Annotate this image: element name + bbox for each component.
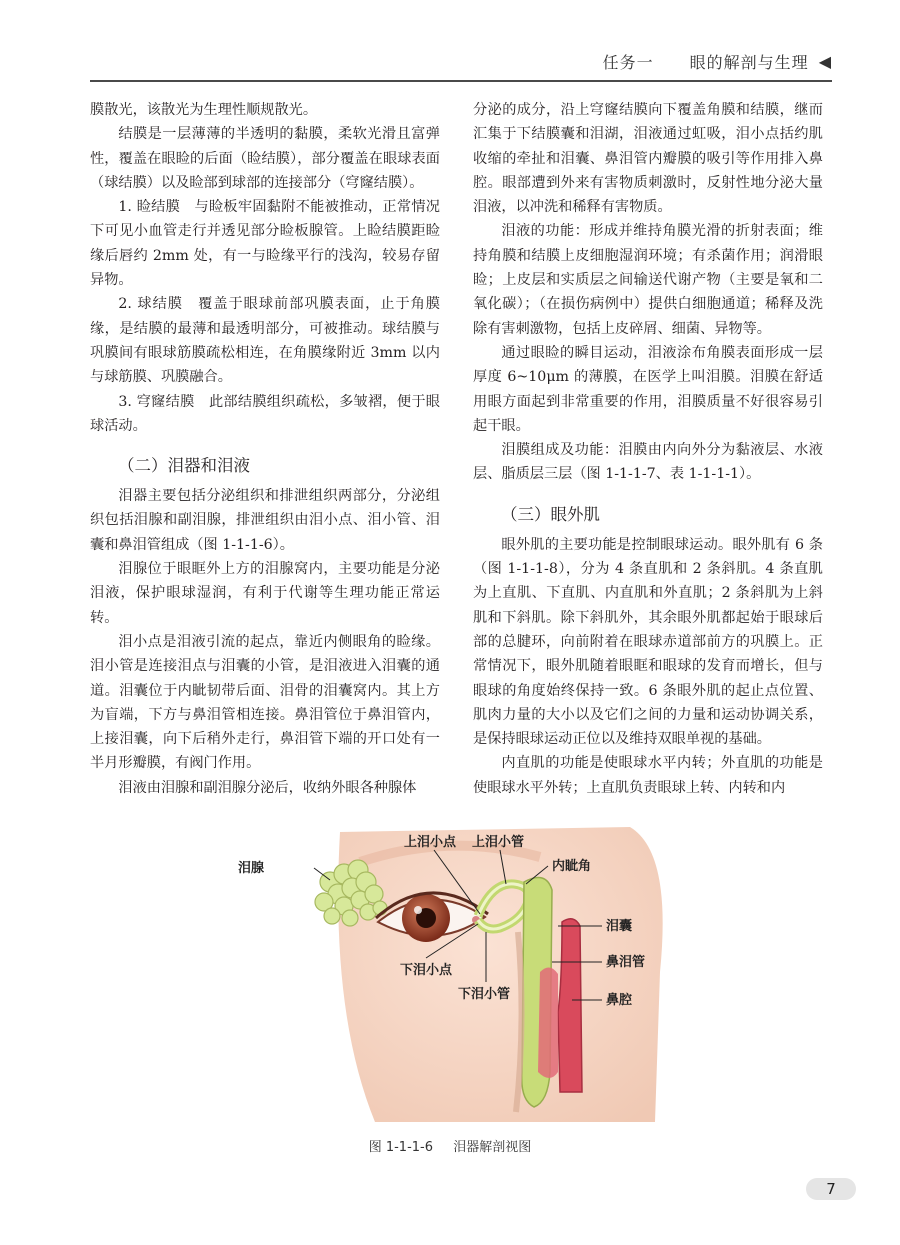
label-upper-punctum: 上泪小点 bbox=[404, 835, 457, 850]
header-marker-icon: ◀ bbox=[818, 52, 832, 71]
paragraph: 1. 睑结膜 与睑板牢固黏附不能被推动，正常情况下可见小血管走行并透见部分睑板腺管。上睑结膜距睑缘后唇约 2mm 处，有一与睑缘平行的浅沟，较易存留异物。 bbox=[90, 199, 440, 289]
label-medial-canthus: 内眦角 bbox=[552, 859, 592, 874]
paragraph: 2. 球结膜 覆盖于眼球前部巩膜表面，止于角膜缘，是结膜的最薄和最透明部分，可被推动。球结膜与巩膜间有眼球筋膜疏松相连，在角膜缘附近 3mm 以内与球筋膜、巩膜融合。 bbox=[90, 296, 440, 386]
header-title: 眼的解剖与生理 bbox=[689, 53, 809, 72]
page-number: 7 bbox=[806, 1178, 856, 1200]
figure-number: 图 1-1-1-6 bbox=[368, 1140, 433, 1155]
paragraph: 分泌的成分，沿上穹窿结膜向下覆盖角膜和结膜，继而汇集于下结膜囊和泪湖，泪液通过虹吸，泪小点括约肌收缩的牵扯和泪囊、鼻泪管内瓣膜的吸引等作用排入鼻腔。眼部遭到外来有害物质刺激时，反射性地分泌大量泪液，以冲洗和稀释有害物质。 bbox=[473, 102, 823, 216]
paragraph: 通过眼睑的瞬目运动，泪液涂布角膜表面形成一层厚度 6~10μm 的薄膜，在医学上叫泪膜。泪膜在舒适用眼方面起到非常重要的作用，泪膜质量不好很容易引起干眼。 bbox=[473, 344, 823, 434]
figure-title: 泪器解剖视图 bbox=[453, 1140, 532, 1155]
turbinate bbox=[538, 967, 558, 1078]
label-nasal-cavity: 鼻腔 bbox=[606, 993, 633, 1008]
figure-caption bbox=[0, 1136, 900, 1155]
paragraph: 内直肌的功能是使眼球水平内转；外直肌的功能是使眼球水平外转；上直肌负责眼球上转、内转和内 bbox=[473, 755, 823, 796]
lacrimal-apparatus-figure bbox=[238, 822, 860, 1127]
label-lower-canaliculus: 下泪小管 bbox=[458, 987, 511, 1002]
label-lacrimal-gland: 泪腺 bbox=[238, 861, 265, 876]
paragraph: 结膜是一层薄薄的半透明的黏膜，柔软光滑且富弹性，覆盖在眼睑的后面（睑结膜），部分覆盖在眼球表面（球结膜）以及睑部到球部的连接部分（穹窿结膜）。 bbox=[90, 126, 440, 191]
lacrimal-illustration bbox=[238, 822, 860, 1127]
paragraph: 泪器主要包括分泌组织和排泄组织两部分，分泌组织包括泪腺和副泪腺，排泄组织由泪小点、泪小管、泪囊和鼻泪管组成（图 1-1-1-6）。 bbox=[90, 488, 440, 553]
running-header bbox=[603, 50, 832, 73]
label-upper-canaliculus: 上泪小管 bbox=[472, 835, 525, 850]
paragraph: 泪液的功能：形成并维持角膜光滑的折射表面；维持角膜和结膜上皮细胞湿润环境；有杀菌作用；润滑眼睑；上皮层和实质层之间输送代谢产物（主要是氧和二氧化碳）；（在损伤病例中）提供白细胞通道；稀释及洗除有害刺激物，包括上皮碎屑、细菌、异物等。 bbox=[473, 223, 823, 337]
paragraph: 3. 穹窿结膜 此部结膜组织疏松，多皱褶，便于眼球活动。 bbox=[90, 393, 440, 434]
label-nasolacrimal-duct: 鼻泪管 bbox=[606, 955, 646, 970]
paragraph: 泪腺位于眼眶外上方的泪腺窝内，主要功能是分泌泪液，保护眼球湿润，有利于代谢等生理功能正常运转。 bbox=[90, 561, 440, 626]
label-lacrimal-sac: 泪囊 bbox=[606, 919, 633, 934]
label-lower-punctum: 下泪小点 bbox=[400, 963, 453, 978]
paragraph: 泪膜组成及功能：泪膜由内向外分为黏液层、水液层、脂质层三层（图 1-1-1-7、表 1-1-1-1）。 bbox=[473, 442, 823, 483]
face-skin bbox=[338, 827, 662, 1122]
section-heading: （三）眼外肌 bbox=[501, 504, 600, 524]
paragraph: 泪液由泪腺和副泪腺分泌后，收纳外眼各种腺体 bbox=[118, 779, 417, 796]
header-task: 任务一 bbox=[602, 53, 654, 72]
left-column bbox=[90, 98, 440, 800]
paragraph: 泪小点是泪液引流的起点，靠近内侧眼角的睑缘。泪小管是连接泪点与泪囊的小管，是泪液进入泪囊的通道。泪囊位于内眦韧带后面、泪骨的泪囊窝内。其上方为盲端，下方与鼻泪管相连接。鼻泪管位于鼻泪管内，上接泪囊，向下后稍外走行，鼻泪管下端的开口处有一半月形瓣膜，有阀门作用。 bbox=[90, 633, 440, 772]
right-column bbox=[473, 98, 823, 800]
paragraph: 膜散光，该散光为生理性顺规散光。 bbox=[90, 102, 318, 118]
nasal-cavity bbox=[558, 919, 582, 1092]
header-rule bbox=[90, 80, 832, 82]
section-heading: （二）泪器和泪液 bbox=[118, 456, 250, 476]
paragraph: 眼外肌的主要功能是控制眼球运动。眼外肌有 6 条（图 1-1-1-8），分为 4 条直肌和 2 条斜肌。4 条直肌为上直肌、下直肌、内直肌和外直肌；2 条斜肌为上斜肌和下斜肌。除下斜肌外，其余眼外肌都起始于眼球后部的总腱环，向前附着在眼球赤道部前方的巩膜上。正常情况下，眼外肌随着眼眶和眼球的发育而增长，但与眼球的角度始终保持一致。6 条眼外肌的起止点位置、肌肉力量的大小以及它们之间的力量和运动协调关系，是保持眼球运动正位以及维持双眼单视的基础。 bbox=[473, 536, 823, 748]
